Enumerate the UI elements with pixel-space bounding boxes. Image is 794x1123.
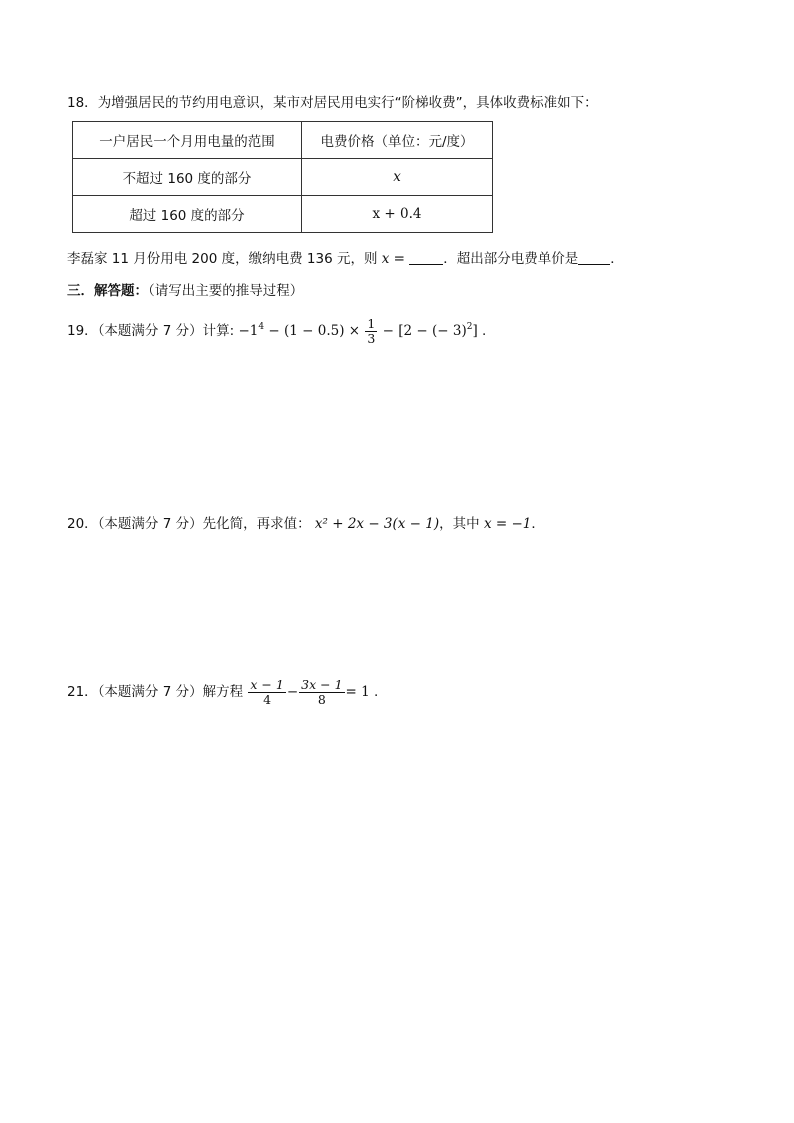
table-header-price: 电费价格（单位：元/度） [302, 122, 493, 159]
q18-follow-up-text: 李磊家 11 月份用电 200 度，缴纳电费 136 元，则 [67, 251, 378, 267]
q21-stem [67, 675, 378, 709]
q19-number: 19． [67, 323, 98, 339]
q19-stem [67, 316, 486, 346]
q19-term: ] [472, 323, 478, 339]
q18-variable: x [381, 251, 390, 267]
q18-equals: = [389, 251, 410, 267]
answer-blank-x[interactable] [409, 250, 443, 265]
q18-text: 为增强居民的节约用电意识，某市对居民用电实行“阶梯收费”，具体收费标准如下： [97, 95, 598, 111]
q20-mid: ，其中 [439, 516, 480, 532]
fraction-numerator: 1 [367, 316, 376, 331]
q19-expression [238, 316, 478, 346]
fraction-denominator: 8 [317, 691, 326, 707]
table-cell-range: 超过 160 度的部分 [73, 196, 302, 233]
fee-table [72, 121, 493, 233]
fraction-numerator: 3x − 1 [301, 676, 343, 692]
q20-expression: x² + 2x − 3(x − 1) [314, 516, 440, 532]
section-note: （请写出主要的推导过程） [148, 283, 304, 299]
q21-label: （本题满分 7 分）解方程 [97, 684, 244, 700]
q18-number: 18． [67, 95, 98, 111]
q18-end: ． [610, 251, 624, 267]
table-cell-range: 不超过 160 度的部分 [73, 159, 302, 196]
q19-end: . [477, 323, 487, 339]
table-header-range: 一户居民一个月用电量的范围 [73, 122, 302, 159]
q21-end: . [369, 684, 379, 700]
q20-number: 20． [67, 516, 98, 532]
fraction-denominator: 3 [367, 331, 376, 346]
q19-term: − (1 − 0.5) × [264, 323, 365, 339]
q21-rhs: = 1 [345, 684, 370, 700]
q21-fraction-2 [299, 678, 344, 707]
q20-end: ． [531, 516, 545, 532]
table-header-row [73, 122, 493, 159]
table-cell-price: x [302, 159, 493, 196]
q21-minus: − [286, 684, 299, 700]
q21-number: 21． [67, 684, 98, 700]
table-cell-price: x + 0.4 [302, 196, 493, 233]
q20-label: （本题满分 7 分）先化简，再求值： [97, 516, 311, 532]
fraction-denominator: 4 [263, 691, 272, 707]
q19-fraction [365, 317, 377, 346]
q21-fraction-1 [248, 678, 285, 707]
q18-follow-up [67, 249, 624, 269]
q19-label: （本题满分 7 分）计算: [97, 323, 235, 339]
answer-blank-unit-price[interactable] [578, 250, 610, 265]
section-heading [67, 281, 303, 301]
q19-term: − [2 − (− 3) [378, 323, 467, 339]
q18-stem [67, 93, 598, 113]
fraction-numerator: x − 1 [250, 676, 284, 692]
q19-term: −1 [238, 323, 259, 339]
section-title: 三．解答题： [67, 283, 148, 299]
q18-follow-up-text-2: ．超出部分电费单价是 [443, 251, 579, 267]
q20-stem [67, 514, 545, 534]
table-row [73, 196, 493, 233]
q19-exponent: 2 [466, 322, 473, 332]
q19-exponent: 4 [258, 322, 265, 332]
q20-condition: x = −1 [483, 516, 532, 532]
table-row [73, 159, 493, 196]
